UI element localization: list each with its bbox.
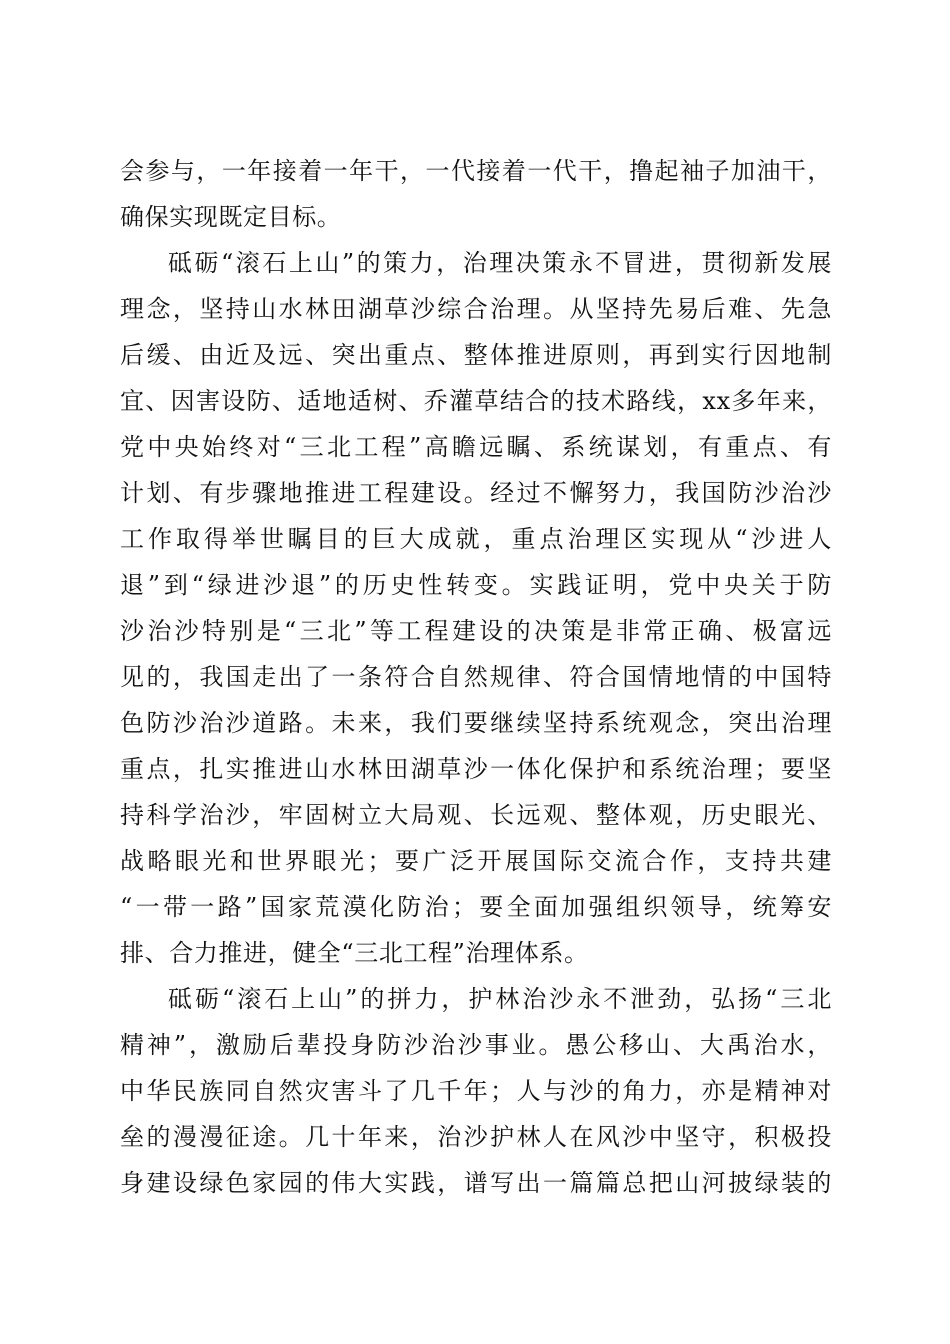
text-line: 精神”，激励后辈投身防沙治沙事业。愚公移山、大禹治水， [120, 1031, 832, 1059]
text-line: 理念，坚持山水林田湖草沙综合治理。从坚持先易后难、先急 [120, 295, 832, 323]
text-line: 确保实现既定目标。 [120, 203, 342, 231]
text-line: 中华民族同自然灾害斗了几千年；人与沙的角力，亦是精神对 [120, 1077, 832, 1105]
paragraph-first-line: 砥砺“滚石上山”的策力，治理决策永不冒进，贯彻新发展 [168, 249, 832, 277]
text-line: 色防沙治沙道路。未来，我们要继续坚持系统观念，突出治理 [120, 709, 832, 737]
text-line: 会参与，一年接着一年干，一代接着一代干，撸起袖子加油干， [120, 157, 832, 185]
text-line: 见的，我国走出了一条符合自然规律、符合国情地情的中国特 [120, 663, 832, 691]
text-line: 排、合力推进，健全“三北工程”治理体系。 [120, 939, 589, 967]
paragraph-first-line: 砥砺“滚石上山”的拼力，护林治沙永不泄劲，弘扬“三北 [168, 985, 832, 1013]
text-line: 党中央始终对“三北工程”高瞻远瞩、系统谋划，有重点、有 [120, 433, 832, 461]
text-line: 宜、因害设防、适地适树、乔灌草结合的技术路线，xx多年来， [120, 387, 832, 415]
text-line: 后缓、由近及远、突出重点、整体推进原则，再到实行因地制 [120, 341, 832, 369]
text-line: 沙治沙特别是“三北”等工程建设的决策是非常正确、极富远 [120, 617, 832, 645]
text-line: 计划、有步骤地推进工程建设。经过不懈努力，我国防沙治沙 [120, 479, 832, 507]
text-line: 持科学治沙，牢固树立大局观、长远观、整体观，历史眼光、 [120, 801, 832, 829]
text-line: 重点，扎实推进山水林田湖草沙一体化保护和系统治理；要坚 [120, 755, 832, 783]
text-line: 退”到“绿进沙退”的历史性转变。实践证明，党中央关于防 [120, 571, 832, 599]
text-line: 工作取得举世瞩目的巨大成就，重点治理区实现从“沙进人 [120, 525, 832, 553]
text-line: 身建设绿色家园的伟大实践，谱写出一篇篇总把山河披绿装的 [120, 1169, 832, 1197]
text-line: “一带一路”国家荒漠化防治；要全面加强组织领导，统筹安 [120, 893, 832, 921]
text-line: 垒的漫漫征途。几十年来，治沙护林人在风沙中坚守，积极投 [120, 1123, 832, 1151]
text-line: 战略眼光和世界眼光；要广泛开展国际交流合作，支持共建 [120, 847, 832, 875]
